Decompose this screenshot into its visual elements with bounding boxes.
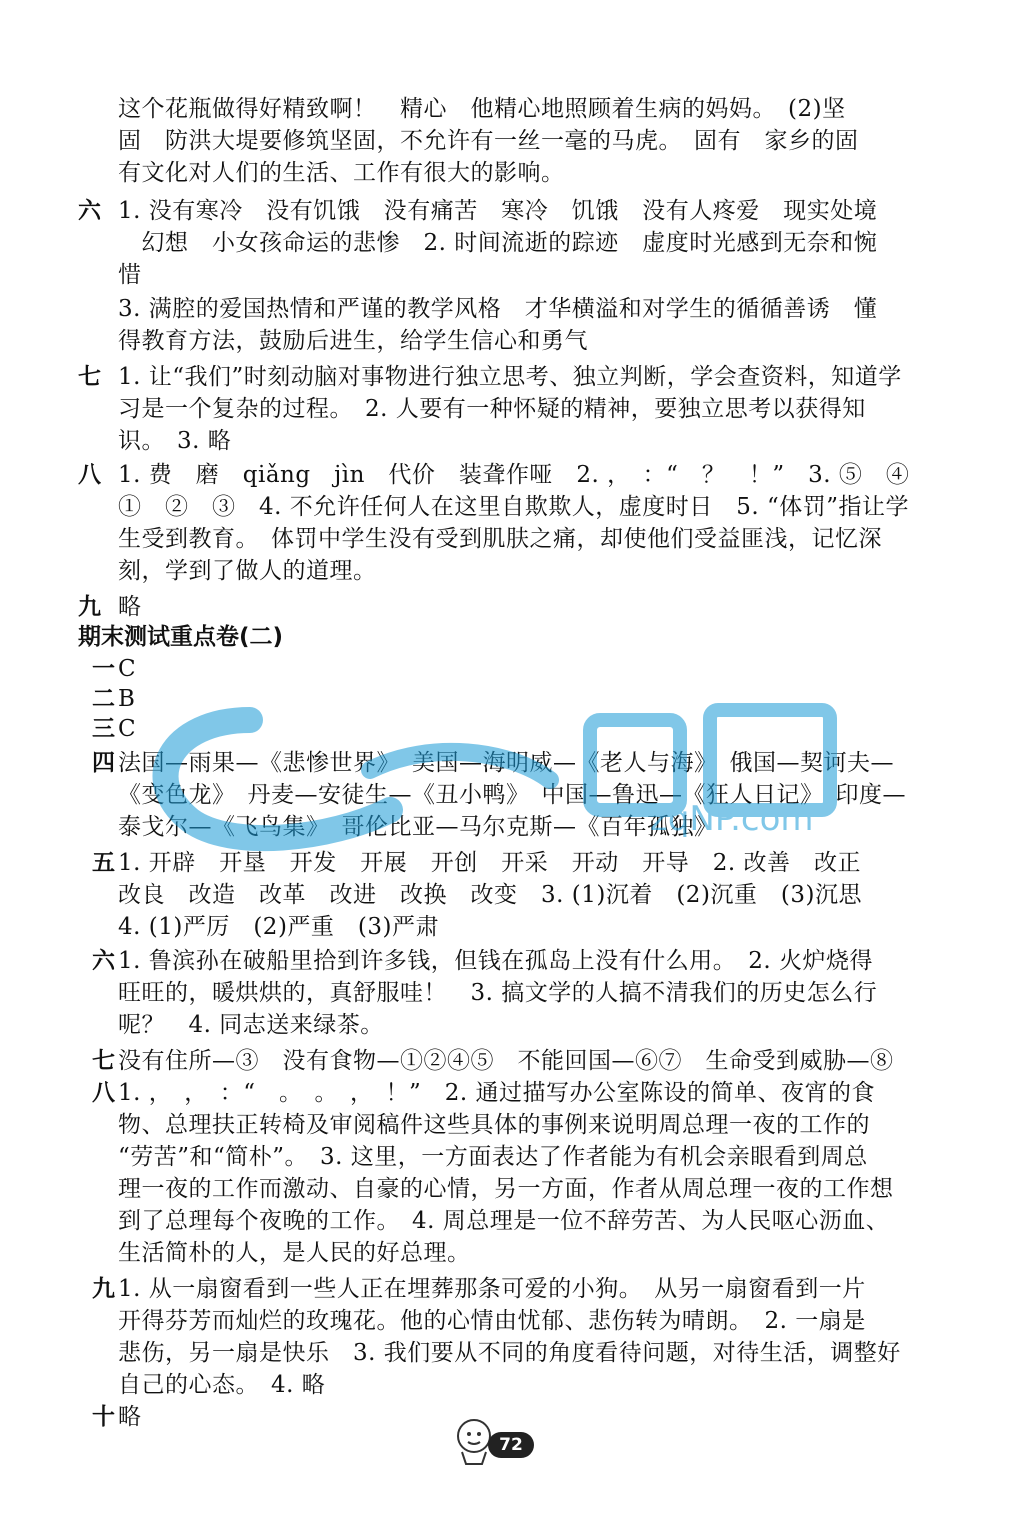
text-line: 到了总理每个夜晚的工作。 4. 周总理是一位不辞劳苦、为人民呕心沥血、 bbox=[118, 1208, 890, 1234]
text-line: 略 bbox=[118, 594, 142, 620]
text-line: 1. 从一扇窗看到一些人正在埋葬那条可爱的小狗。 从另一扇窗看到一片 bbox=[118, 1276, 866, 1302]
text-line: 生活简朴的人，是人民的好总理。 bbox=[118, 1240, 471, 1266]
section-number: 七 bbox=[78, 363, 101, 390]
text-line: 1. 鲁滨孙在破船里拾到许多钱，但钱在孤岛上没有什么用。 2. 火炉烧得 bbox=[118, 948, 874, 974]
section-number: 七 bbox=[92, 1047, 115, 1074]
text-line: 物、总理扶正转椅及审阅稿件这些具体的事例来说明周总理一夜的工作的 bbox=[118, 1112, 870, 1138]
text-line: B bbox=[118, 686, 136, 712]
text-line: 固 防洪大堤要修筑坚固，不允许有一丝一毫的马虎。 固有 家乡的固 bbox=[118, 128, 859, 154]
text-line: 《变色龙》 丹麦—安徒生—《丑小鸭》 中国—鲁迅—《狂人日记》 印度— bbox=[118, 782, 906, 808]
text-line: 泰戈尔—《飞鸟集》 哥伦比亚—马尔克斯—《百年孤独》 bbox=[118, 814, 718, 840]
text-line: 幻想 小女孩命运的悲惨 2. 时间流逝的踪迹 虚度时光感到无奈和惋 bbox=[118, 230, 878, 256]
text-line: 1. 让“我们”时刻动脑对事物进行独立思考、独立判断，学会查资料，知道学 bbox=[118, 364, 902, 390]
section-number: 五 bbox=[92, 849, 115, 876]
text-line: C bbox=[118, 716, 137, 742]
text-line: 惜 bbox=[118, 262, 142, 288]
text-line: 这个花瓶做得好精致啊！ 精心 他精心地照顾着生病的妈妈。 (2)坚 bbox=[118, 96, 846, 122]
section-number: 八 bbox=[78, 461, 101, 488]
section-number: 一 bbox=[92, 655, 115, 682]
text-line: 1. 开辟 开垦 开发 开展 开创 开采 开动 开导 2. 改善 改正 bbox=[118, 850, 862, 876]
page-number: 72 bbox=[488, 1432, 534, 1458]
text-line: 3. 满腔的爱国热情和严谨的教学风格 才华横溢和对学生的循循善诱 懂 bbox=[118, 296, 878, 322]
section-number: 九 bbox=[92, 1275, 115, 1302]
section-number: 九 bbox=[78, 593, 101, 620]
text-line: 1. 没有寒冷 没有饥饿 没有痛苦 寒冷 饥饿 没有人疼爱 现实处境 bbox=[118, 198, 878, 224]
watermark-text: zqNP.com bbox=[650, 799, 814, 839]
section-number: 十 bbox=[92, 1403, 115, 1430]
section-heading: 期末测试重点卷(二) bbox=[78, 624, 284, 650]
text-line: 略 bbox=[118, 1404, 142, 1430]
text-line: 刻，学到了做人的道理。 bbox=[118, 558, 377, 584]
text-line: 1. ， ， ：“ 。 。 ， ！” 2. 通过描写办公室陈设的简单、夜宵的食 bbox=[118, 1080, 876, 1106]
text-line: 改良 改造 改革 改进 改换 改变 3. (1)沉着 (2)沉重 (3)沉思 bbox=[118, 882, 862, 908]
section-number: 八 bbox=[92, 1079, 115, 1106]
section-number: 三 bbox=[92, 715, 115, 742]
text-line: “劳苦”和“简朴”。 3. 这里，一方面表达了作者能为有机会亲眼看到周总 bbox=[118, 1144, 868, 1170]
section-number: 二 bbox=[92, 685, 115, 712]
text-line: 习是一个复杂的过程。 2. 人要有一种怀疑的精神，要独立思考以获得知 bbox=[118, 396, 866, 422]
text-line: 1. 费 磨 qiǎng jìn 代价 装聋作哑 2. ， ：“ ？ ！” 3. ⑤ ④ bbox=[118, 462, 910, 488]
section-number: 六 bbox=[92, 947, 115, 974]
text-line: 生受到教育。 体罚中学生没有受到肌肤之痛，却使他们受益匪浅，记忆深 bbox=[118, 526, 882, 552]
text-line: ① ② ③ 4. 不允许任何人在这里自欺欺人，虚度时日 5. “体罚”指让学 bbox=[118, 494, 910, 520]
text-line: 识。 3. 略 bbox=[118, 428, 232, 454]
section-number: 四 bbox=[92, 749, 115, 776]
text-line: 有文化对人们的生活、工作有很大的影响。 bbox=[118, 160, 565, 186]
text-line: 悲伤，另一扇是快乐 3. 我们要从不同的角度看待问题，对待生活，调整好 bbox=[118, 1340, 901, 1366]
text-line: 旺旺的，暖烘烘的，真舒服哇！ 3. 搞文学的人搞不清我们的历史怎么行 bbox=[118, 980, 878, 1006]
text-line: 法国—雨果—《悲惨世界》 美国—海明威—《老人与海》 俄国—契诃夫— bbox=[118, 750, 894, 776]
text-line: 开得芬芳而灿烂的玫瑰花。他的心情由忧郁、悲伤转为晴朗。 2. 一扇是 bbox=[118, 1308, 866, 1334]
text-line: 4. (1)严厉 (2)严重 (3)严肃 bbox=[118, 914, 439, 940]
section-number: 六 bbox=[78, 197, 101, 224]
text-line: 得教育方法，鼓励后进生，给学生信心和勇气 bbox=[118, 328, 588, 354]
text-line: 没有住所—③ 没有食物—①②④⑤ 不能回国—⑥⑦ 生命受到威胁—⑧ bbox=[118, 1048, 894, 1074]
text-line: C bbox=[118, 656, 137, 682]
text-line: 自己的心态。 4. 略 bbox=[118, 1372, 326, 1398]
text-line: 呢？ 4. 同志送来绿茶。 bbox=[118, 1012, 384, 1038]
text-line: 理一夜的工作而激动、自豪的心情，另一方面，作者从周总理一夜的工作想 bbox=[118, 1176, 894, 1202]
